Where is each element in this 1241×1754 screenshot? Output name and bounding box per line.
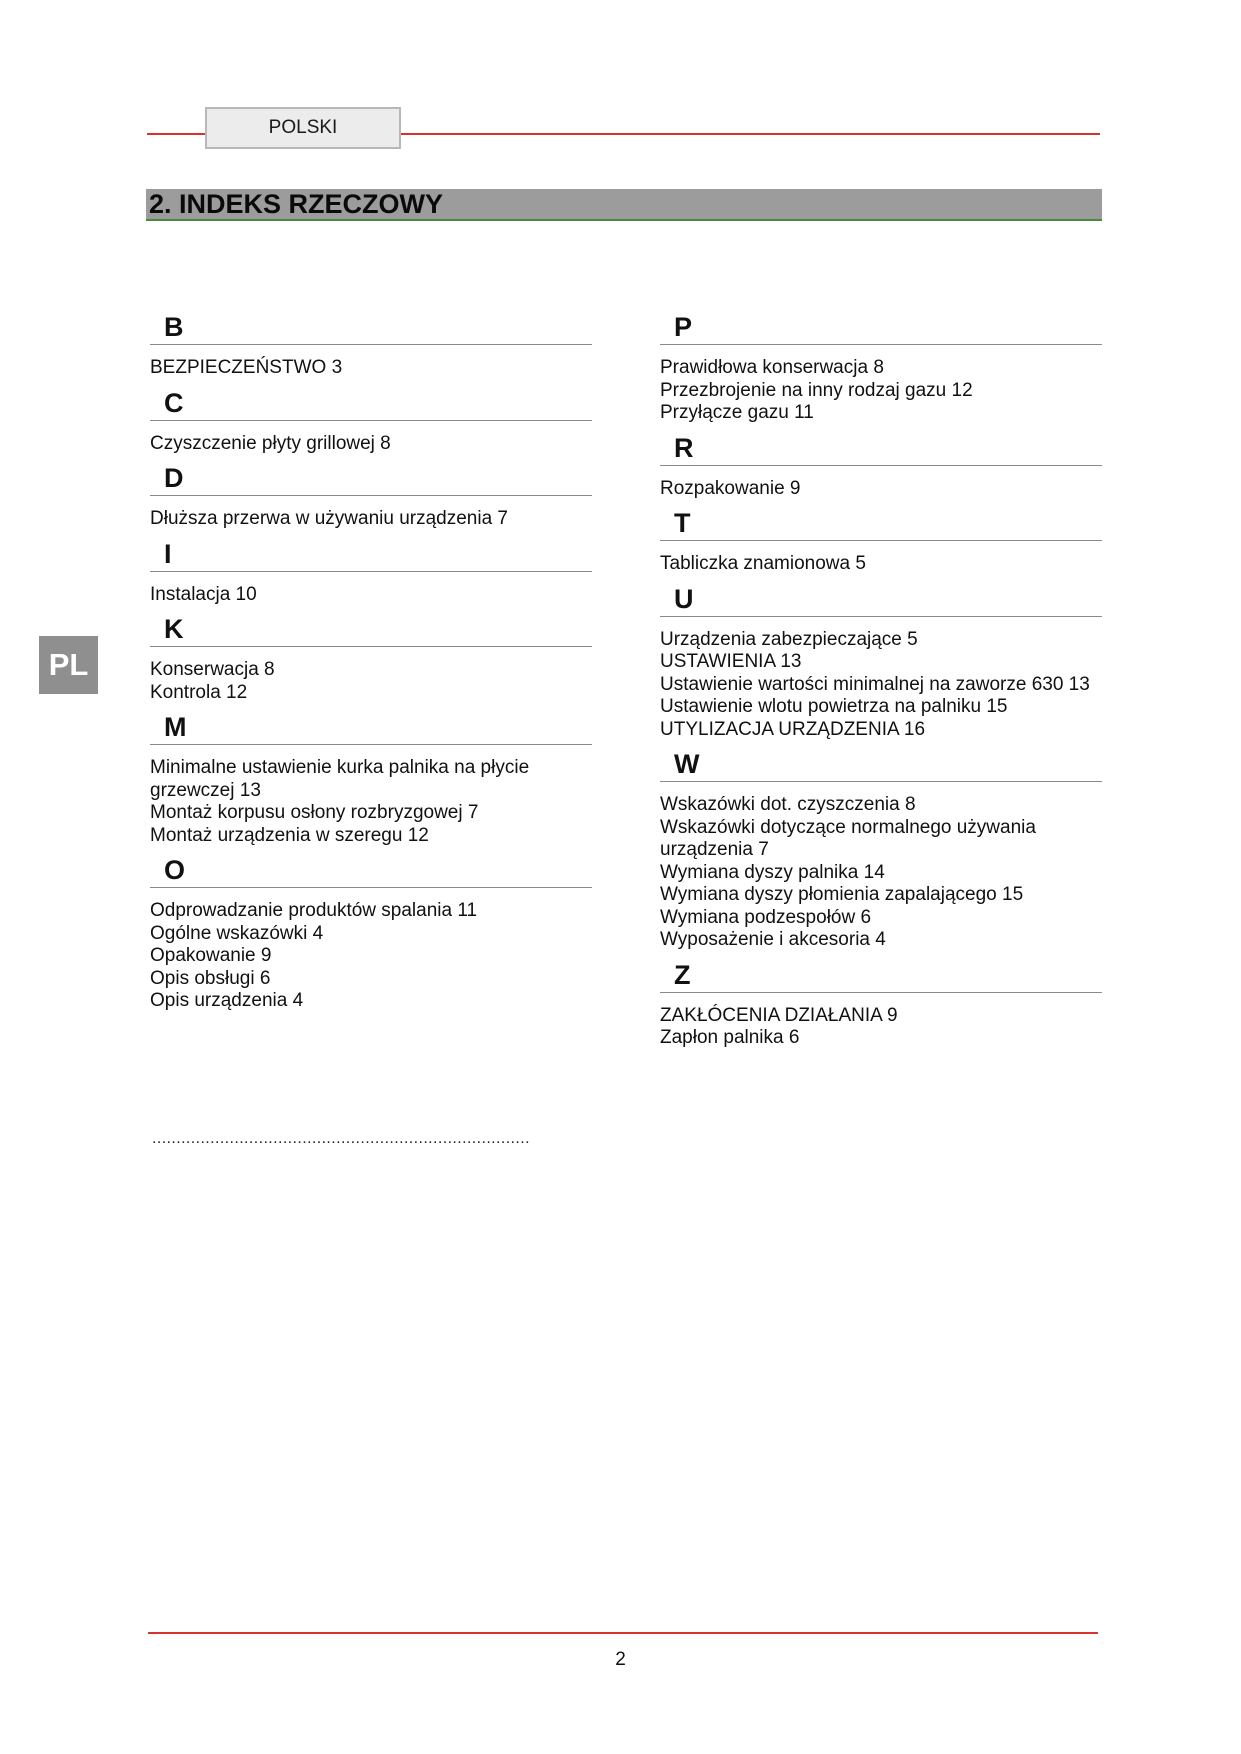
index-entry: Odprowadzanie produktów spalania 11 <box>150 900 478 921</box>
index-group-m <box>150 711 592 847</box>
dotted-separator: .............................................................................. <box>152 1130 530 1147</box>
index-entry: Prawidłowa konserwacja 8 <box>660 357 884 378</box>
index-letter: O <box>150 854 592 888</box>
header-rule-right <box>401 133 1100 135</box>
index-group-r <box>660 432 1102 501</box>
index-entry: Kontrola 12 <box>150 681 248 703</box>
language-side-tab: PL <box>39 636 98 694</box>
page-number: 2 <box>615 1649 626 1670</box>
index-letter: P <box>660 311 1102 345</box>
index-group-o <box>150 854 592 1013</box>
index-entry: Wymiana podzespołów 6 <box>660 906 872 928</box>
index-entry: Wskazówki dotyczące normalnego używania urządzenia 7 <box>660 816 1036 860</box>
index-entry: Opis urządzenia 4 <box>150 990 304 1011</box>
index-group-d <box>150 462 592 531</box>
index-entry: Ustawienie wlotu powietrza na palniku 15 <box>660 696 1008 717</box>
section-title: 2. INDEKS RZECZOWY <box>146 189 1102 221</box>
index-letter: T <box>660 507 1102 541</box>
language-label: POLSKI <box>205 107 401 149</box>
index-entry: Opis obsługi 6 <box>150 967 271 989</box>
index-entry: ZAKŁÓCENIA DZIAŁANIA 9 <box>660 1004 898 1026</box>
footer-rule <box>148 1632 1098 1634</box>
index-letter: I <box>150 538 592 572</box>
index-letter: R <box>660 432 1102 466</box>
index-letter: D <box>150 462 592 496</box>
index-letter: B <box>150 311 592 345</box>
index-letter: C <box>150 387 592 421</box>
index-letter: W <box>660 748 1102 782</box>
index-entry: Montaż korpusu osłony rozbryzgowej 7 <box>150 802 479 823</box>
index-entry: Urządzenia zabezpieczające 5 <box>660 628 918 650</box>
index-entry: Opakowanie 9 <box>150 945 272 966</box>
index-column-right <box>660 311 1102 1057</box>
index-letter: M <box>150 711 592 745</box>
index-entry: UTYLIZACJA URZĄDZENIA 16 <box>660 718 926 740</box>
index-letter: K <box>150 613 592 647</box>
index-entry: Montaż urządzenia w szeregu 12 <box>150 824 429 846</box>
index-group-p <box>660 311 1102 425</box>
index-group-i <box>150 538 592 607</box>
index-entry: Przezbrojenie na inny rodzaj gazu 12 <box>660 379 973 401</box>
index-entry: Przyłącze gazu 11 <box>660 402 814 423</box>
index-letter: U <box>660 583 1102 617</box>
index-entry: Konserwacja 8 <box>150 659 275 680</box>
index-entry: Wymiana dyszy palnika 14 <box>660 861 885 883</box>
index-entry: Zapłon palnika 6 <box>660 1027 800 1048</box>
index-entry: Wskazówki dot. czyszczenia 8 <box>660 794 916 815</box>
index-group-b <box>150 311 592 380</box>
index-letter: Z <box>660 959 1102 993</box>
index-group-u <box>660 583 1102 742</box>
index-group-t <box>660 507 1102 576</box>
index-entry: Tabliczka znamionowa 5 <box>660 553 866 574</box>
index-group-k <box>150 613 592 704</box>
index-entry: Ustawienie wartości minimalnej na zaworze 630 13 <box>660 673 1090 695</box>
index-entry: USTAWIENIA 13 <box>660 651 802 672</box>
index-entry: Wymiana dyszy płomienia zapalającego 15 <box>660 884 1024 905</box>
header-rule-left <box>147 133 205 135</box>
index-entry: BEZPIECZEŃSTWO 3 <box>150 357 343 378</box>
index-entry: Minimalne ustawienie kurka palnika na płycie grzewczej 13 <box>150 757 530 801</box>
index-column-left <box>150 311 592 1020</box>
index-group-c <box>150 387 592 456</box>
index-group-w <box>660 748 1102 952</box>
index-entry: Ogólne wskazówki 4 <box>150 922 324 944</box>
index-entry: Rozpakowanie 9 <box>660 477 801 499</box>
index-entry: Wyposażenie i akcesoria 4 <box>660 929 886 950</box>
index-entry: Czyszczenie płyty grillowej 8 <box>150 432 391 454</box>
index-group-z <box>660 959 1102 1050</box>
index-entry: Instalacja 10 <box>150 583 257 605</box>
index-entry: Dłuższa przerwa w używaniu urządzenia 7 <box>150 508 508 529</box>
